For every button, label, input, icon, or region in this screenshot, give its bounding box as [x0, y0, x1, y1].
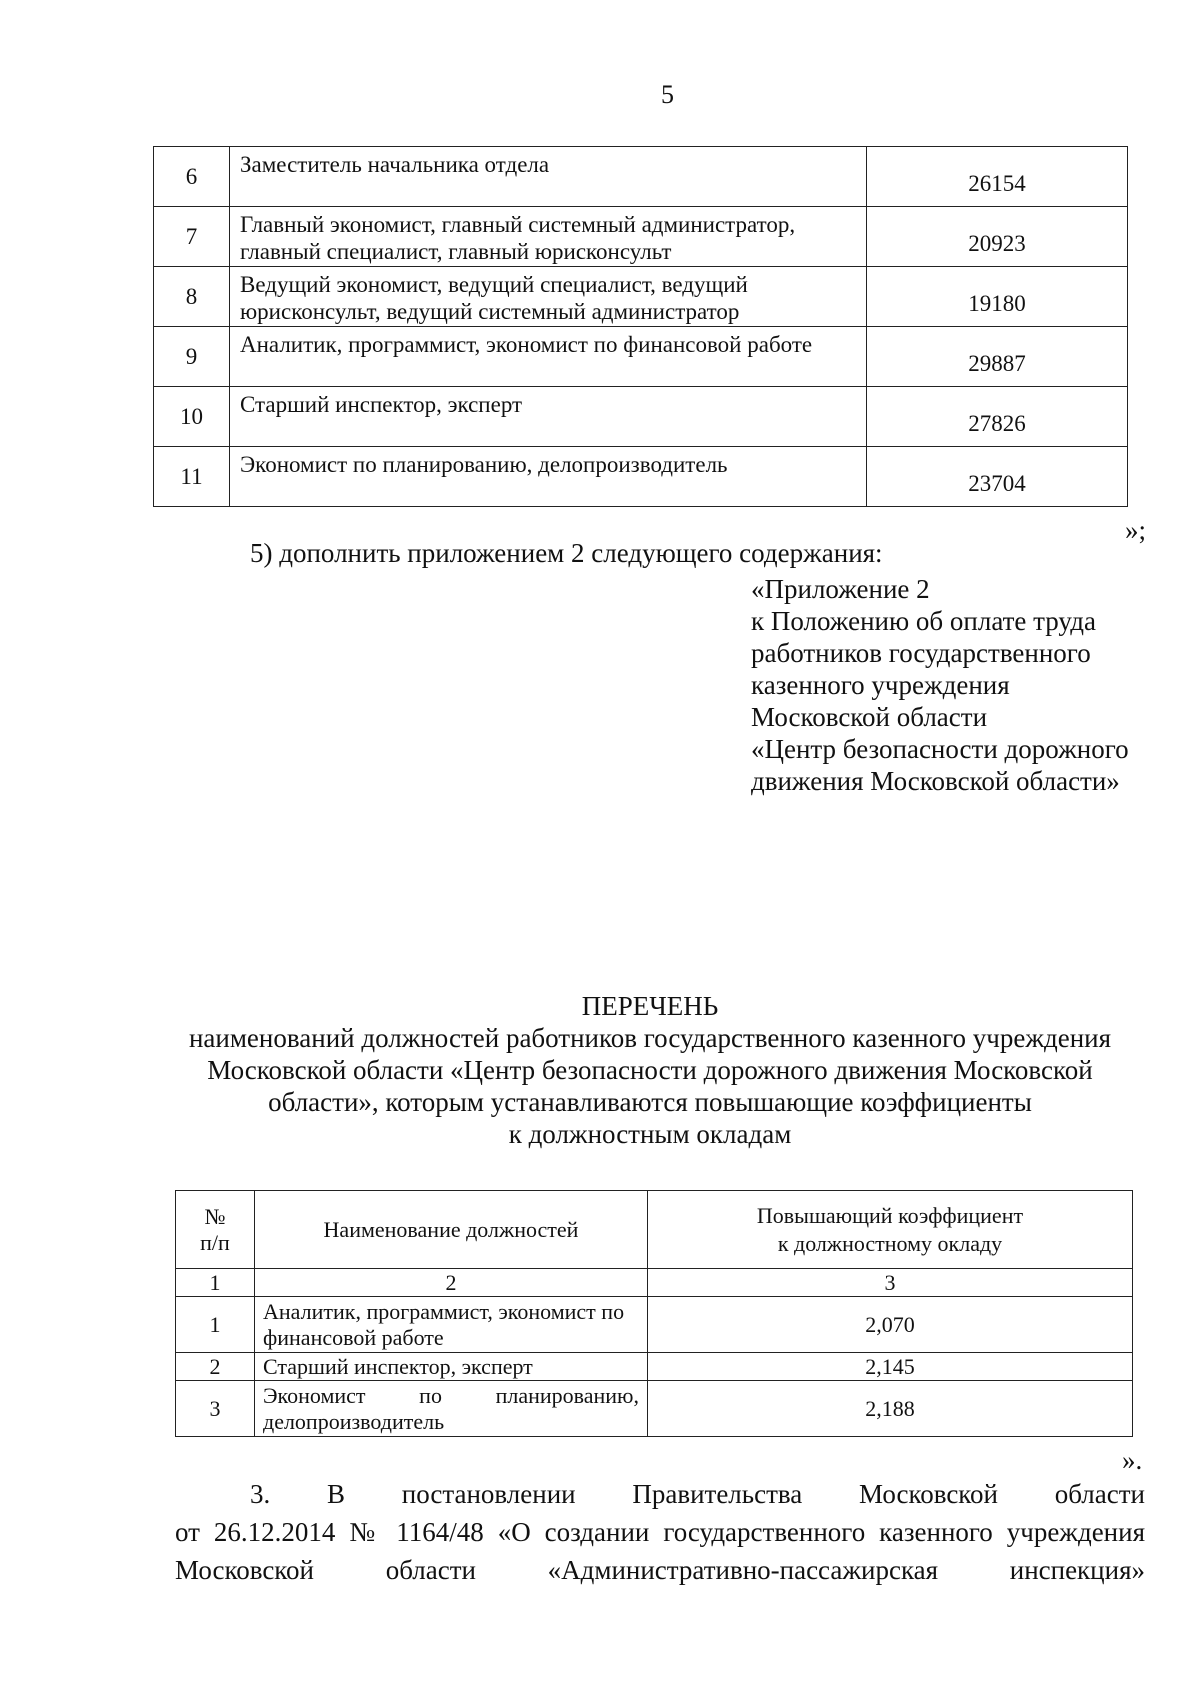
index-cell: 2 [255, 1269, 648, 1297]
row-number: 6 [154, 147, 230, 207]
appendix-line: работников государственного [751, 638, 1091, 668]
paragraph-line: 3. В постановлении Правительства Московской области [250, 1479, 1145, 1509]
table-row [154, 147, 1128, 207]
list-title [150, 990, 1150, 1150]
header-position: Наименование должностей [255, 1191, 648, 1269]
coefficient-value: 2,145 [648, 1353, 1133, 1381]
salary-value: 23704 [867, 447, 1128, 507]
position-name-line: Экономист по планированию, [263, 1382, 639, 1408]
table-row [154, 207, 1128, 267]
list-subtitle-line: наименований должностей работников государственного казенного учреждения [188, 1023, 1112, 1053]
row-number: 10 [154, 387, 230, 447]
header-coefficient [648, 1191, 1133, 1269]
salary-table [153, 146, 1128, 507]
table-header-row [176, 1191, 1133, 1269]
table-row [154, 447, 1128, 507]
salary-value: 20923 [867, 207, 1128, 267]
position-name: Заместитель начальника отдела [230, 147, 867, 207]
index-cell: 3 [648, 1269, 1133, 1297]
list-subtitle-line: Московской области «Центр безопасности дорожного движения Московской [207, 1055, 1093, 1085]
page-number: 5 [661, 80, 674, 109]
row-number: 7 [154, 207, 230, 267]
closing-quote: ». [1122, 1445, 1143, 1475]
row-number: 1 [176, 1297, 255, 1353]
header-number: № п/п [176, 1191, 255, 1269]
position-name: Ведущий экономист, ведущий специалист, ведущий юрисконсульт, ведущий системный администратор [230, 267, 867, 327]
table-row [176, 1353, 1133, 1381]
list-heading: ПЕРЕЧЕНЬ [581, 991, 719, 1021]
appendix-line: к Положению об оплате труда [751, 606, 1096, 636]
row-number: 8 [154, 267, 230, 327]
table-row [154, 387, 1128, 447]
position-name [255, 1381, 648, 1437]
row-number: 2 [176, 1353, 255, 1381]
appendix-line: «Центр безопасности дорожного [751, 734, 1129, 764]
row-number: 3 [176, 1381, 255, 1437]
appendix-line: казенного учреждения [751, 670, 1010, 700]
closing-quote: »; [1125, 515, 1147, 545]
coefficient-value: 2,070 [648, 1297, 1133, 1353]
table-row [176, 1297, 1133, 1353]
paragraph-line: от 26.12.2014 № 1164/48 «О создании государственного казенного учреждения [175, 1517, 1145, 1547]
paragraph-line: Московской области «Административно-пассажирская инспекция» [175, 1555, 1145, 1585]
position-name: Аналитик, программист, экономист по финансовой работе [230, 327, 867, 387]
header-coefficient-line: Повышающий коэффициент [756, 1202, 1024, 1228]
appendix-line: «Приложение 2 [751, 574, 930, 604]
table-index-row [176, 1269, 1133, 1297]
table-row [154, 267, 1128, 327]
appendix-heading [751, 573, 1129, 797]
table-row [176, 1381, 1133, 1437]
position-name: Главный экономист, главный системный администратор, главный специалист, главный юрисконсульт [230, 207, 867, 267]
position-name: Старший инспектор, эксперт [230, 387, 867, 447]
appendix-line: Московской области [751, 702, 988, 732]
appendix-line: движения Московской области» [751, 766, 1120, 796]
paragraph-3 [175, 1475, 1145, 1589]
row-number: 9 [154, 327, 230, 387]
list-subtitle-line: области», которым устанавливаются повышающие коэффициенты [268, 1087, 1032, 1117]
item-5-text: 5) дополнить приложением 2 следующего содержания: [250, 538, 883, 568]
index-cell: 1 [176, 1269, 255, 1297]
salary-value: 29887 [867, 327, 1128, 387]
row-number: 11 [154, 447, 230, 507]
salary-value: 27826 [867, 387, 1128, 447]
salary-value: 26154 [867, 147, 1128, 207]
salary-value: 19180 [867, 267, 1128, 327]
table-row [154, 327, 1128, 387]
position-name-line: делопроизводитель [263, 1408, 445, 1434]
position-name: Экономист по планированию, делопроизводитель [230, 447, 867, 507]
position-name: Аналитик, программист, экономист по финансовой работе [255, 1297, 648, 1353]
header-coefficient-line: к должностному окладу [777, 1230, 1003, 1256]
position-name: Старший инспектор, эксперт [255, 1353, 648, 1381]
list-subtitle-line: к должностным окладам [508, 1119, 792, 1149]
coefficient-table [175, 1190, 1133, 1437]
coefficient-value: 2,188 [648, 1381, 1133, 1437]
